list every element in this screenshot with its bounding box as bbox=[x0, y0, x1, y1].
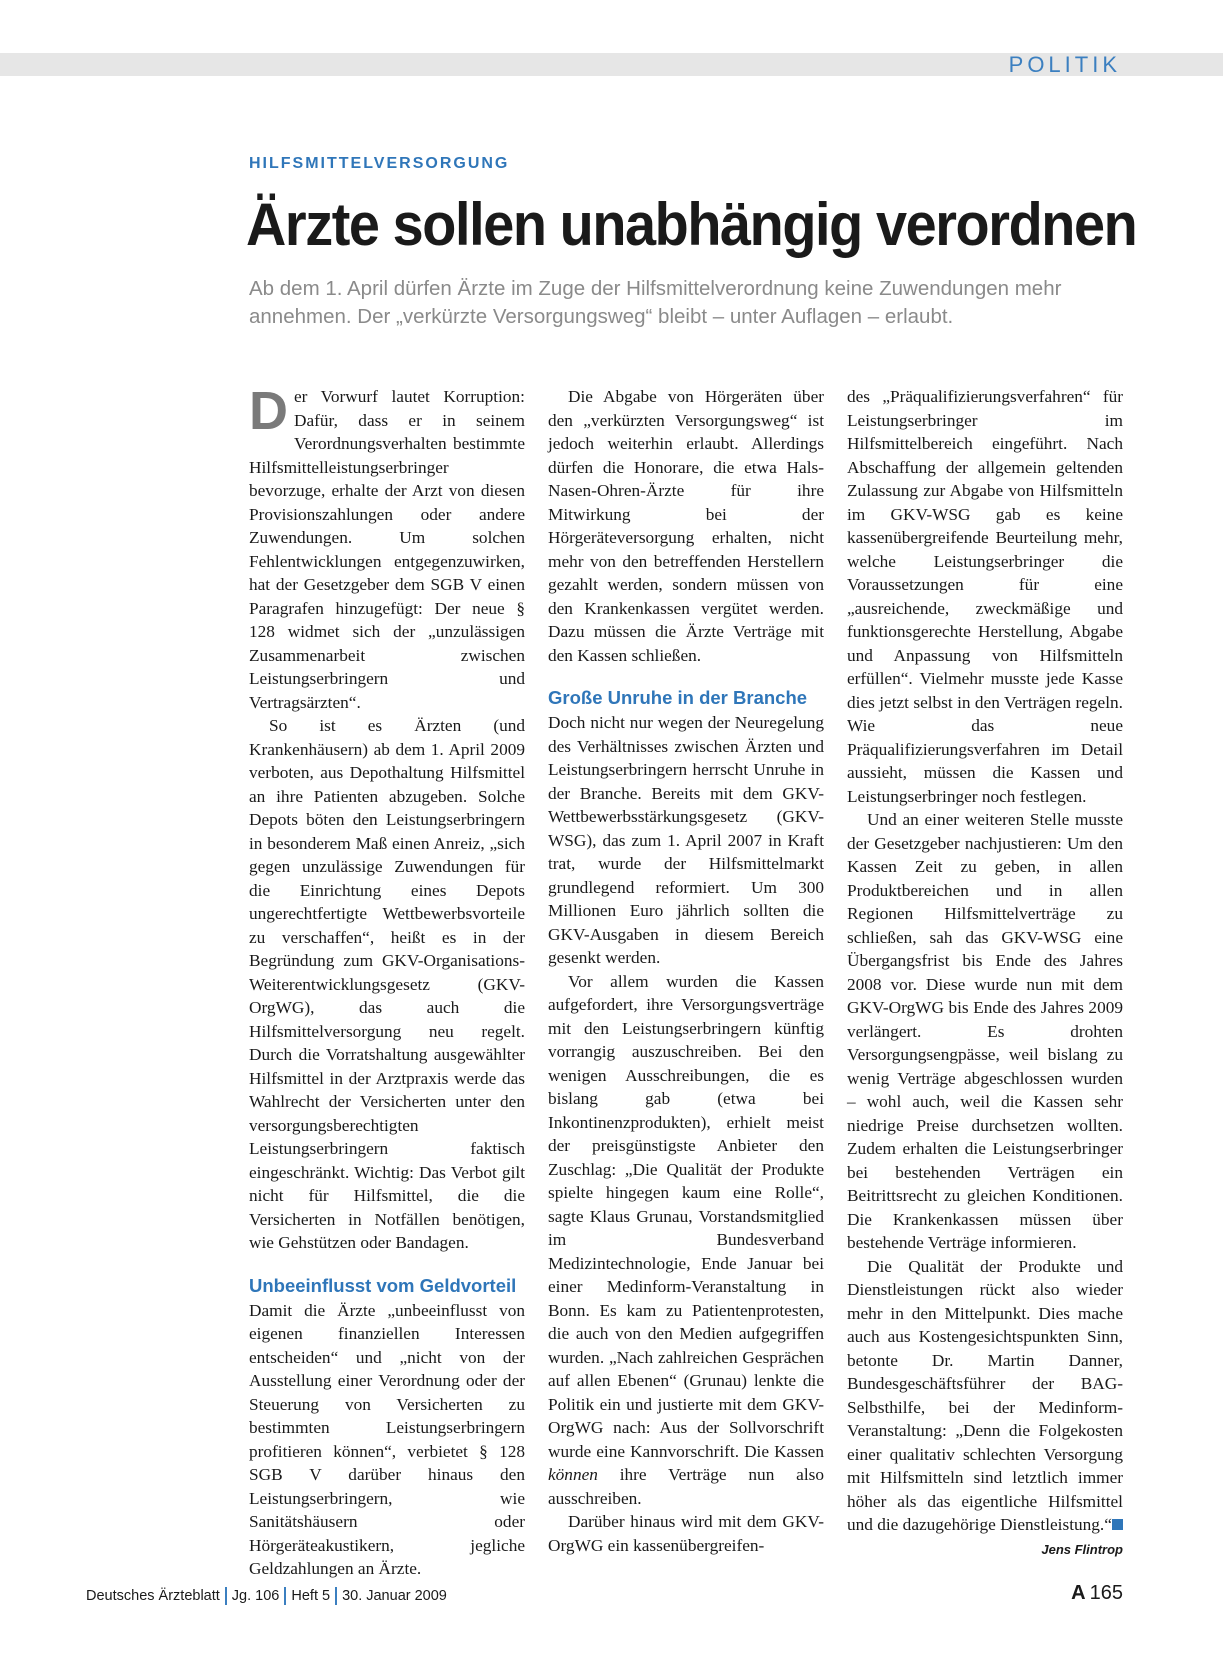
paragraph bbox=[548, 970, 824, 1511]
page-number bbox=[1071, 1582, 1123, 1605]
author-byline: Jens Flintrop bbox=[1041, 1541, 1123, 1557]
paragraph: Und an einer weiteren Stelle musste der Gesetzgeber nachjustieren: Um den Kassen Zeit zu geben, in allen Produktbereichen und in allen Regionen Hilfsmittelverträge zu schließen, sah das GKV-WSG eine Übergangsfrist bis Ende des Jahres 2008 vor. Diese wurde nun mit dem GKV-OrgWG bis Ende des Jahres 2009 verlängert. Es drohten Versorgungsengpässe, weil bislang zu wenig Verträge abgeschlossen wurden – wohl auch, weil die Kassen sehr niedrige Preise durchsetzen wollten. Zudem erhalten die Leistungserbringer bei bestehenden Verträgen ein Beitrittsrecht zu gleichen Konditionen. Die Krankenkassen müssen über bestehende Verträge informieren. bbox=[847, 810, 1123, 1252]
paragraph: So ist es Ärzten (und Krankenhäusern) ab dem 1. April 2009 verboten, aus Depothaltung Hilfsmittel an ihre Patienten abzugeben. Solche Depots böten den Leistungserbringern in besonderem Maß einen Anreiz, „sich gegen unzulässige Zuwendungen für die Einrichtung eines Depots ungerechtfertigte Wettbewerbsvorteile zu verschaffen“, heißt es in der Begründung zum GKV-Organisations-Weiterentwicklungsgesetz (GKV-OrgWG), das auch die Hilfsmittelversorgung neu regelt. Durch die Vorratshaltung ausgewählter Hilfsmittel in der Arztpraxis werde das Wahlrecht der Versicherten unter den versorgungsberechtigten Leistungserbringern faktisch eingeschränkt. Wichtig: Das Verbot gilt nicht für Hilfsmittel, die die Versicherten in Notfällen benötigen, wie Gehstützen oder Bandagen. bbox=[249, 716, 525, 1252]
article-column-2 bbox=[548, 385, 824, 1557]
page-prefix: A bbox=[1071, 1582, 1086, 1604]
divider bbox=[284, 1587, 286, 1605]
article-column-3 bbox=[847, 385, 1123, 1561]
journal-name: Deutsches Ärzteblatt bbox=[86, 1588, 220, 1604]
emphasis-text: können bbox=[548, 1465, 598, 1484]
end-square-icon bbox=[1112, 1519, 1123, 1530]
journal-issue: Heft 5 bbox=[291, 1588, 331, 1604]
paragraph-text: ihre Verträge nun also ausschreiben. bbox=[548, 1465, 824, 1508]
article-teaser: Ab dem 1. April dürfen Ärzte im Zuge der Hilfsmittelverordnung keine Zuwendungen mehr annehmen. Der „verkürzte Versorgungsweg“ bleibt – unter Auflagen – erlaubt. bbox=[249, 277, 1062, 328]
article-kicker: HILFSMITTELVERSORGUNG bbox=[249, 155, 510, 172]
paragraph bbox=[847, 1255, 1123, 1537]
paragraph bbox=[249, 381, 525, 714]
section-label: POLITIK bbox=[1008, 52, 1121, 77]
article-title: Ärzte sollen unabhängig verordnen bbox=[246, 191, 1137, 258]
paragraph: Doch nicht nur wegen der Neuregelung des Verhältnisses zwischen Ärzten und Leistungserbringern herrscht Unruhe in der Branche. Bereits mit dem GKV-Wettbewerbsstärkungsgesetz (GKV-WSG), das zum 1. April 2007 in Kraft trat, wurde der Hilfsmittelmarkt grundlegend reformiert. Um 300 Millionen Euro jährlich sollten die GKV-Ausgaben in diesem Bereich gesenkt werden. bbox=[548, 713, 824, 967]
footer-citation bbox=[86, 1587, 447, 1605]
article-column-1 bbox=[249, 381, 525, 1581]
paragraph-text: er Vorwurf lautet Korruption: Dafür, dass er in seinem Verordnungsverhalten bestimmte Hilfsmittelleistungserbringer bevorzuge, erhalte der Arzt von diesen Provisionszahlungen oder andere Zuwendungen. Um solchen Fehlentwicklungen entgegenzuwirken, hat der Gesetzgeber dem SGB V einen Paragrafen hinzugefügt: Der neue § 128 widmet sich der „unzulässigen Zusammenarbeit zwischen Leistungserbringern und Vertragsärzten“. bbox=[249, 387, 525, 712]
paragraph: des „Präqualifizierungsverfahren“ für Leistungserbringer im Hilfsmittelbereich eingeführt. Nach Abschaffung der allgemein geltenden Zulassung zur Abgabe von Hilfsmitteln im GKV-WSG gab es keine kassenübergreifende Beurteilung mehr, welche Leistungserbringer die Voraussetzungen für eine „ausreichende, zweckmäßige und funktionsgerechte Herstellung, Abgabe und Anpassung von Hilfsmitteln erfüllen“. Vielmehr musste jede Kasse dies jetzt selbst in den Verträgen regeln. Wie das neue Präqualifizierungsverfahren im Detail aussieht, müssen die Kassen und Leistungserbringer noch festlegen. bbox=[847, 387, 1123, 806]
page-number-value: 165 bbox=[1089, 1582, 1123, 1604]
divider bbox=[335, 1587, 337, 1605]
divider bbox=[225, 1587, 227, 1605]
paragraph: Die Abgabe von Hörgeräten über den „verkürzten Versorgungsweg“ ist jedoch weiterhin erlaubt. Allerdings dürfen die Honorare, die etwa Hals-Nasen-Ohren-Ärzte für ihre Mitwirkung bei der Hörgeräteversorgung erhalten, nicht mehr von den betreffenden Herstellern gezahlt werden, sondern müssen von den Krankenkassen vergütet werden. Dazu müssen die Ärzte Verträge mit den Kassen schließen. bbox=[548, 387, 824, 665]
journal-date: 30. Januar 2009 bbox=[342, 1588, 447, 1604]
paragraph: Darüber hinaus wird mit dem GKV-OrgWG ein kassenübergreifen- bbox=[548, 1512, 824, 1555]
subheading: Große Unruhe in der Branche bbox=[548, 687, 808, 708]
subheading: Unbeeinflusst vom Geldvorteil bbox=[249, 1274, 517, 1296]
drop-cap: D bbox=[249, 381, 288, 441]
paragraph-text: Die Qualität der Produkte und Dienstleistungen rückt also wieder mehr in den Mittelpunkt. Dies mache auch aus Kostengesichtspunkten Sinn, betonte Dr. Martin Danner, Bundesgeschäftsführer der BAG-Selbsthilfe, bei der Medinform-Veranstaltung: „Denn die Folgekosten einer qualitativ schlechten Versorgung mit Hilfsmitteln sind letztlich immer höher als das eigentliche Hilfsmittel und die dazugehörige Dienstleistung.“ bbox=[847, 1256, 1123, 1534]
journal-volume: Jg. 106 bbox=[231, 1588, 280, 1604]
paragraph: Damit die Ärzte „unbeeinflusst von eigenen finanziellen Interessen entscheiden“ und „nicht von der Ausstellung einer Verordnung oder der Steuerung von Versicherten zu bestimmten Leistungserbringern profitieren können“, verbietet § 128 SGB V darüber hinaus den Leistungserbringern, wie Sanitätshäusern oder Hörgeräteakustikern, jegliche Geldzahlungen an Ärzte. bbox=[249, 1300, 525, 1578]
paragraph-text: Vor allem wurden die Kassen aufgefordert, ihre Versorgungsverträge mit den Leistungserbringern künftig vorrangig auszuschreiben. Bei den wenigen Ausschreibungen, die es bislang gab (etwa bei Inkontinenzprodukten), erhielt meist der preisgünstigste Anbieter den Zuschlag: „Die Qualität der Produkte spielte hingegen kaum eine Rolle“, sagte Klaus Grunau, Vorstandsmitglied im Bundesverband Medizintechnologie, Ende Januar bei einer Medinform-Veranstaltung in Bonn. Es kam zu Patientenprotesten, die auch von den Medien aufgegriffen wurden. „Nach zahlreichen Gesprächen auf allen Ebenen“ (Grunau) lenkte die Politik ein und justierte mit dem GKV-OrgWG nach: Aus der Sollvorschrift wurde eine Kannvorschrift. Die Kassen bbox=[548, 971, 824, 1461]
